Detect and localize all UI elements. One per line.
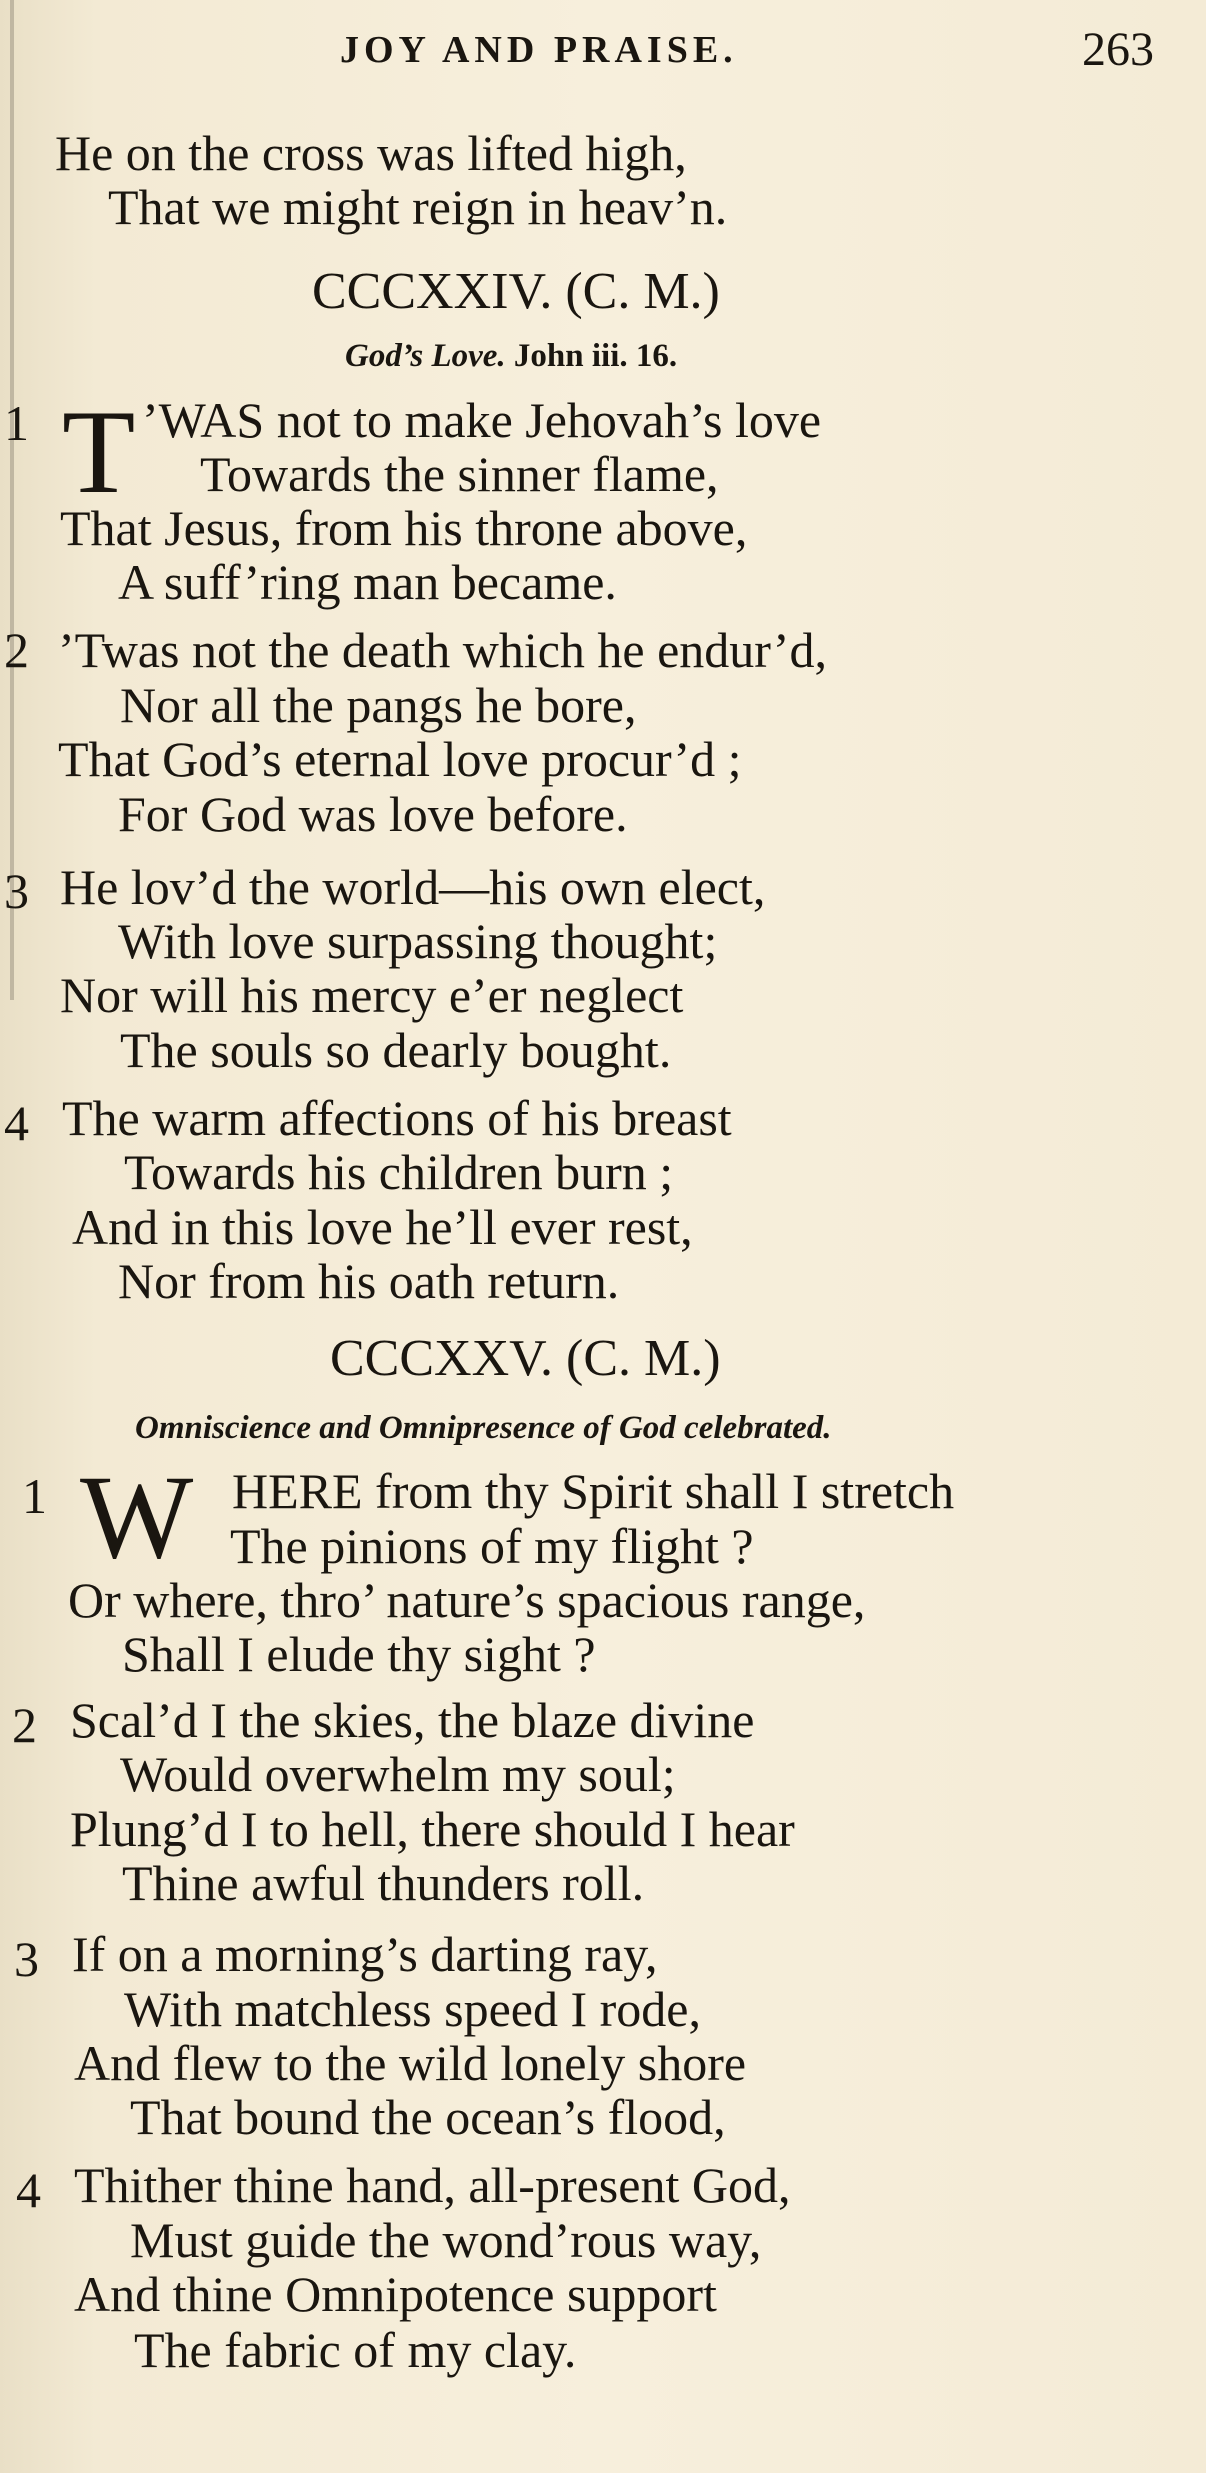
verse-line: For God was love before.	[118, 786, 628, 842]
verse-number: 3	[4, 863, 29, 919]
carryover-line: That we might reign in heav’n.	[108, 179, 728, 235]
verse-line: Nor from his oath return.	[118, 1253, 620, 1309]
verse-line: A suff’ring man became.	[118, 554, 617, 610]
verse-line: The warm affections of his breast	[62, 1090, 732, 1146]
verse-line: HERE from thy Spirit shall I stretch	[232, 1463, 955, 1519]
verse-line: Towards the sinner flame,	[200, 446, 719, 502]
verse-line: Would overwhelm my soul;	[120, 1746, 676, 1802]
page-gutter-shadow	[10, 0, 14, 1000]
verse-line: He lov’d the world—his own elect,	[60, 859, 766, 915]
hymn-subtitle	[345, 338, 677, 375]
page-number: 263	[1082, 23, 1154, 76]
verse-line: Thither thine hand, all-present God,	[74, 2157, 791, 2213]
verse-line: The fabric of my clay.	[134, 2322, 577, 2378]
verse-line: And thine Omnipotence support	[74, 2266, 717, 2322]
verse-line: Or where, thro’ nature’s spacious range,	[68, 1572, 866, 1628]
verse-line: If on a morning’s darting ray,	[72, 1926, 658, 1982]
verse-line: With matchless speed I rode,	[124, 1981, 701, 2037]
verse-number: 1	[4, 395, 29, 451]
carryover-line: He on the cross was lifted high,	[55, 125, 687, 181]
verse-line: Scal’d I the skies, the blaze divine	[70, 1692, 755, 1748]
verse-line: Nor will his mercy e’er neglect	[60, 967, 684, 1023]
scripture-reference: John iii. 16.	[513, 338, 678, 374]
hymn-number: CCCXXV. (C. M.)	[330, 1330, 721, 1387]
verse-number: 1	[22, 1468, 47, 1524]
verse-number: 4	[16, 2162, 41, 2218]
verse-line: ’WAS not to make Jehovah’s love	[142, 392, 822, 448]
verse-line: Towards his children burn ;	[124, 1144, 674, 1200]
drop-cap: W	[80, 1450, 194, 1583]
hymn-subtitle: Omniscience and Omnipresence of God celebrated.	[135, 1410, 832, 1446]
drop-cap: T	[62, 385, 136, 518]
verse-line: Must guide the wond’rous way,	[130, 2212, 762, 2268]
verse-line: Thine awful thunders roll.	[122, 1855, 645, 1911]
verse-number: 2	[4, 622, 29, 678]
verse-number: 2	[12, 1697, 37, 1753]
verse-line: And flew to the wild lonely shore	[74, 2035, 747, 2091]
verse-line: With love surpassing thought;	[118, 913, 718, 969]
verse-line: And in this love he’ll ever rest,	[72, 1199, 693, 1255]
verse-line: That Jesus, from his throne above,	[60, 500, 748, 556]
hymn-number: CCCXXIV. (C. M.)	[312, 263, 720, 320]
verse-line: That God’s eternal love procur’d ;	[58, 731, 742, 787]
verse-line: Shall I elude thy sight ?	[122, 1626, 596, 1682]
verse-line: The pinions of my flight ?	[230, 1518, 754, 1574]
verse-line: That bound the ocean’s flood,	[130, 2089, 726, 2145]
running-title: JOY AND PRAISE.	[340, 29, 738, 71]
hymn-subtitle-text: God’s Love.	[345, 338, 506, 374]
verse-line: Nor all the pangs he bore,	[120, 677, 637, 733]
verse-line: Plung’d I to hell, there should I hear	[70, 1801, 795, 1857]
verse-number: 3	[14, 1931, 39, 1987]
verse-line: ’Twas not the death which he endur’d,	[58, 622, 827, 678]
verse-line: The souls so dearly bought.	[120, 1022, 672, 1078]
verse-number: 4	[4, 1095, 29, 1151]
